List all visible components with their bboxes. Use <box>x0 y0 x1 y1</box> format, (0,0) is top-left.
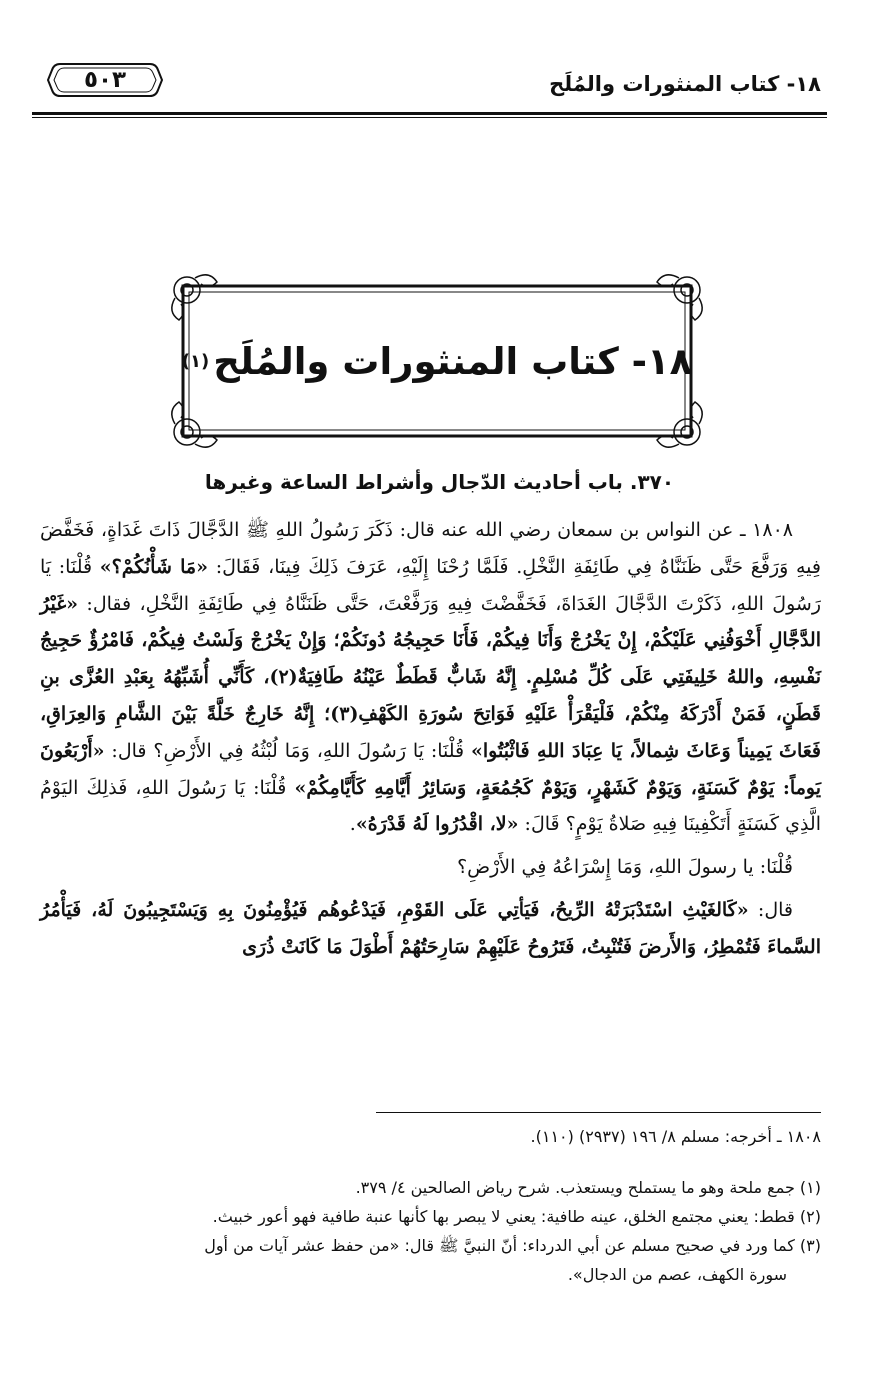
chapter-title-frame <box>165 268 709 454</box>
prophet-quote: «أَرْبَعُونَ يَوماً: يَوْمٌ كَسَنَةٍ، وَيَوْمٌ كَشَهْرٍ، وَيَوْمٌ كَجُمُعَةٍ، وَسَائِرُ أَيَّامِهِ كَأَيَّامِكُمْ» <box>40 739 821 799</box>
narration-text: قُلْنَا: يَا رَسُولَ اللهِ، فَذلِكَ اليَوْمُ الَّذِي كَسَنَةٍ أَتَكْفِينَا فِيهِ صَلاةُ يَوْمٍ؟ قَالَ: <box>40 776 821 836</box>
footnotes <box>36 1122 821 1289</box>
narration-text: . <box>349 813 356 836</box>
chapter-title-text: ١٨- كتاب المنثورات والمُلَح <box>213 339 693 383</box>
prophet-quote: «مَا شَأْنُكُمْ؟» <box>99 555 208 578</box>
footnote-1: (١) جمع ملحة وهو ما يستملح ويستعذب. شرح رياض الصالحين ٤/ ٣٧٩. <box>355 1178 821 1197</box>
page-number-badge <box>46 60 164 100</box>
page-number: ٥٠٣ <box>83 67 127 93</box>
footnote-2: (٢) قطط: يعني مجتمع الخلق، عينه طافية: يعني لا يبصر بها كأنها عنبة طافية فهو أعور خبيث. <box>212 1207 821 1226</box>
prophet-quote: «كَالغَيْثِ اسْتَدْبَرَتْهُ الرِّيحُ، فَيَأتِي عَلَى القَوْمِ، فَيَدْعُوهُم فَيُؤْمِنُونَ بِهِ وَيَسْتَجِيبُونَ لَهُ، فَيَأْمُرُ السَّماءَ فَتُمْطِرُ، وَالأَرضَ فَتُنْبِتُ، فَتَرُوحُ عَلَيْهِمْ سَارِحَتُهُمْ أَطْوَلَ مَا كَانَتْ ذُرَى <box>40 898 821 958</box>
prophet-quote: «غَيْرُ الدَّجَّالِ أَخْوَفُنِي عَلَيْكُمْ، إِنْ يَخْرُجْ وَأَنَا فِيكُمْ، فَأَنَا حَجِيجُهُ دُونَكُمْ؛ وَإِنْ يَخْرُجْ وَلَسْتُ فِيكُمْ، فَامْرُؤٌ حَجِيجُ نَفْسِهِ، واللهُ خَلِيفَتِي عَلَى كُلِّ مُسْلِمٍ. إِنَّهُ شَابٌّ قَطَطٌ عَيْنُهُ طَافِيَةٌ(٢)، كَأَنِّي أُشَبِّهُهُ بِعَبْدِ العُزَّى بنِ قَطَنٍ، فَمَنْ أَدْرَكَهُ مِنْكُمْ، فَلْيَقْرَأْ عَلَيْهِ فَوَاتِحَ سُورَةِ الكَهْفِ(٣)؛ إِنَّهُ خَارِجٌ خَلَّةً بَيْنَ الشَّامِ وَالعِرَاقِ، فَعَاثَ يَمِيناً وَعَاثَ شِمالاً، يَا عِبَادَ اللهِ فَاثْبُتُوا» <box>40 592 821 762</box>
running-header-title: ١٨- كتاب المنثورات والمُلَح <box>549 72 821 96</box>
narration-text: قال: <box>748 898 794 921</box>
footnote-3: (٣) كما ورد في صحيح مسلم عن أبي الدرداء: أنّ النبيَّ ﷺ قال: «من حفظ عشر آيات من أول <box>204 1236 821 1255</box>
hadith-intro: ١٨٠٨ ـ عن النواس بن سمعان رضي الله عنه قال: ذَكَرَ رَسُولُ اللهِ ﷺ الدَّجَّالَ ذَاتَ غَدَاةٍ، فَخَفَّضَ فِيهِ وَرَفَّعَ حَتَّى ظَنَنَّاهُ فِي طَائِفَةِ النَّخْلِ. فَلَمَّا رُحْنَا إِلَيْهِ، عَرَفَ ذَلِكَ فِينَا، فَقَالَ: <box>40 519 821 578</box>
narration-text: قُلْنَا: يَا رَسُولَ اللهِ، ذَكَرْتَ الدَّجَّالَ الغَدَاةَ، فَخَفَّضْتَ فِيهِ وَرَفَّعْتَ، حَتَّى ظَنَنَّاهُ فِي طَائِفَةِ النَّخْلِ، فقال: <box>40 555 821 615</box>
chapter-footnote-marker: (١) <box>181 350 210 372</box>
prophet-quote: «لا، اقْدُرُوا لَهُ قَدْرَهُ» <box>355 813 519 836</box>
footnote-separator <box>376 1112 821 1113</box>
section-heading: ٣٧٠. باب أحاديث الدّجال وأشراط الساعة وغيرها <box>204 470 675 494</box>
chapter-title <box>165 268 709 454</box>
footnote-3-continued: سورة الكهف، عصم من الدجال». <box>567 1265 787 1284</box>
hadith-paragraph-3 <box>40 892 821 966</box>
hadith-body <box>40 512 821 966</box>
hadith-reference: ١٨٠٨ ـ أخرجه: مسلم ٨/ ١٩٦ (٢٩٣٧) (١١٠). <box>530 1127 821 1146</box>
hadith-paragraph-1 <box>40 512 821 843</box>
hadith-paragraph-2: قُلْنَا: يا رسولَ اللهِ، وَمَا إِسْرَاعُهُ فِي الأَرْضِ؟ <box>457 856 793 879</box>
header-rule <box>32 112 827 118</box>
narration-text: قُلْنَا: يَا رَسُولَ اللهِ، وَمَا لُبْثُهُ فِي الأَرْضِ؟ قال: <box>104 739 471 762</box>
